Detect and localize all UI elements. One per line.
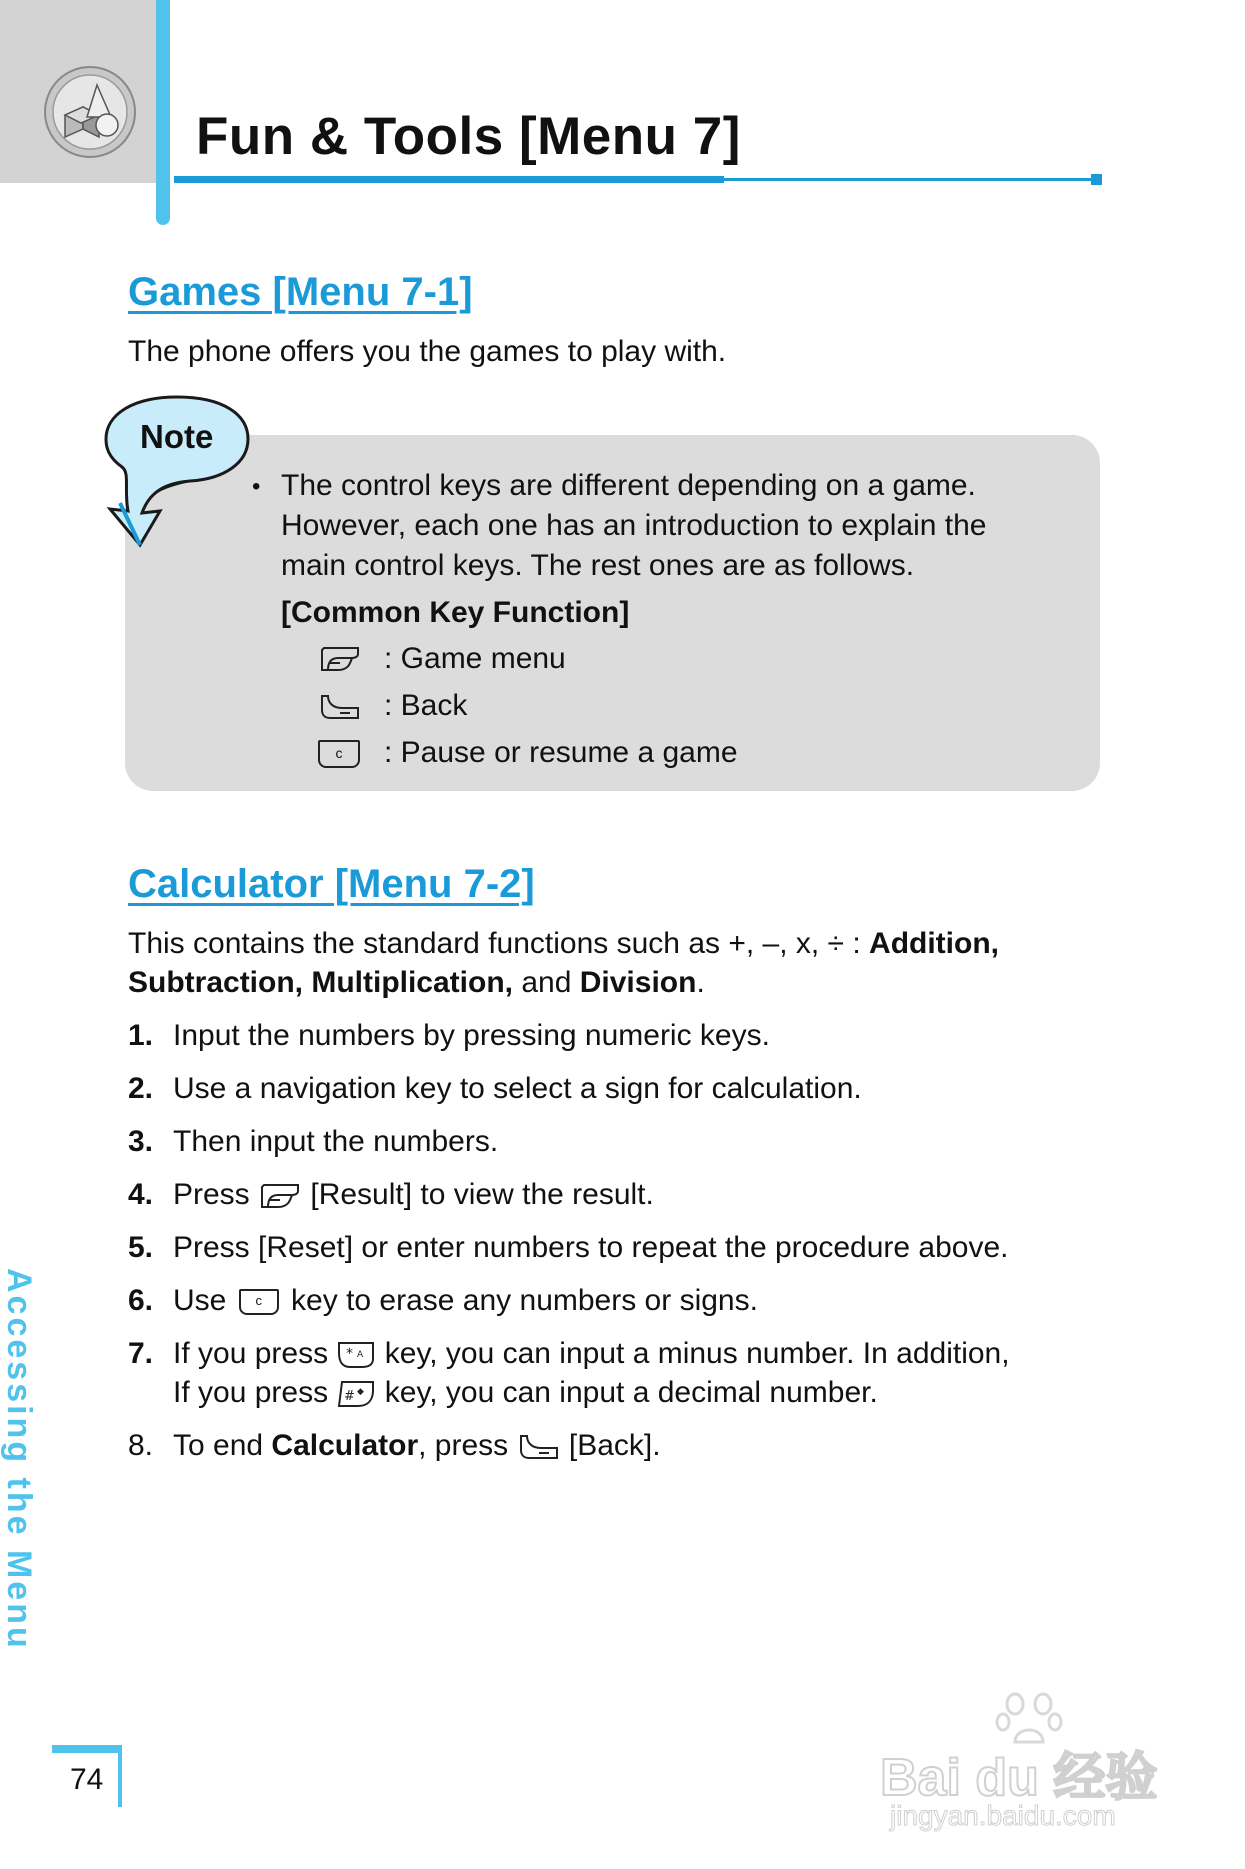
step-number: 8. [128,1429,154,1462]
step-text-post: key, you can input a minus number. In addition, [384,1337,1010,1370]
note-label: Note [140,418,214,455]
page-title: Fun & Tools [Menu 7] [196,107,741,166]
right-soft-key-icon [517,1432,561,1462]
title-rule [724,178,1094,181]
watermark [880,1690,1180,1840]
step-text-pre: Press [173,1178,250,1211]
games-intro: The phone offers you the games to play with. [128,335,727,368]
step-text-mid: , press [418,1429,509,1462]
step-number: 4. [128,1178,154,1211]
step-text-pre: If you press [173,1376,329,1409]
side-section-label: Accessing the Menu [0,1268,38,1651]
key-label-game-menu: : Game menu [384,642,566,675]
title-underline [174,176,724,183]
clear-key-icon: c [239,1289,279,1315]
star-key-icon [336,1339,376,1371]
page-number-bar [52,1745,122,1753]
step-number: 1. [128,1019,154,1052]
calculator-intro-bold-addition: Addition, [869,927,999,960]
watermark-url: jingyan.baidu.com [890,1800,1116,1831]
step-number: 7. [128,1337,154,1370]
step-text-pre: Use [173,1284,227,1317]
step-text-continued [173,1373,878,1412]
right-soft-key-icon [318,692,362,722]
key-label-back: : Back [384,689,468,722]
svg-text:A: A [357,1350,364,1361]
step-text-bold: Calculator [271,1429,419,1462]
step-number: 6. [128,1284,154,1317]
step-text-pre: If you press [173,1337,329,1370]
note-line-3: main control keys. The rest ones are as follows. [281,549,915,582]
step-text-post: [Back]. [568,1429,661,1462]
calculator-intro-line-2 [128,963,705,1002]
page-number-divider [118,1745,122,1807]
left-soft-key-icon [318,644,362,674]
clear-key-icon: c [318,740,360,768]
note-line-1: The control keys are different depending on a game. [281,469,976,502]
calculator-intro-bold-division: Division [579,966,697,999]
hash-key-icon [336,1378,376,1410]
step-text [173,1281,758,1320]
calculator-intro-text: This contains the standard functions such as +, –, x, ÷ : [128,927,870,960]
title-rule-end-square [1091,174,1102,185]
calculator-heading: Calculator [Menu 7-2] [128,862,535,906]
step-text [173,1426,661,1465]
step-text [173,1175,654,1214]
step-text: Use a navigation key to select a sign for calculation. [173,1072,862,1105]
note-line-2: However, each one has an introduction to explain the [281,509,987,542]
page-number: 74 [70,1763,104,1796]
watermark-brand: Bai du 经验 [880,1749,1158,1807]
step-text [173,1334,1010,1373]
step-text: Press [Reset] or enter numbers to repeat the procedure above. [173,1231,1009,1264]
games-heading: Games [Menu 7-1] [128,270,473,314]
step-text-post: key, you can input a decimal number. [384,1376,878,1409]
step-number: 5. [128,1231,154,1264]
header-vertical-bar [156,0,170,225]
step-text-pre: To end [173,1429,272,1462]
step-text: Input the numbers by pressing numeric keys. [173,1019,770,1052]
svg-text:*: * [346,1346,354,1363]
svg-text:◆: ◆ [357,1387,365,1398]
step-text-post: key to erase any numbers or signs. [291,1284,758,1317]
left-soft-key-icon [258,1181,302,1211]
svg-text:#: # [344,1389,356,1405]
step-text-post: [Result] to view the result. [310,1178,654,1211]
key-label-pause: : Pause or resume a game [384,736,738,769]
common-key-heading: [Common Key Function] [281,596,630,629]
calculator-intro-and: and [513,966,580,999]
fun-tools-emblem-icon [43,65,137,159]
step-number: 2. [128,1072,154,1105]
calculator-intro-line-1 [128,924,999,963]
step-text: Then input the numbers. [173,1125,499,1158]
step-number: 3. [128,1125,154,1158]
calculator-intro-bold-ops: Subtraction, Multiplication, [128,966,513,999]
calculator-intro-period: . [696,966,705,999]
note-bullet: • [252,473,261,500]
